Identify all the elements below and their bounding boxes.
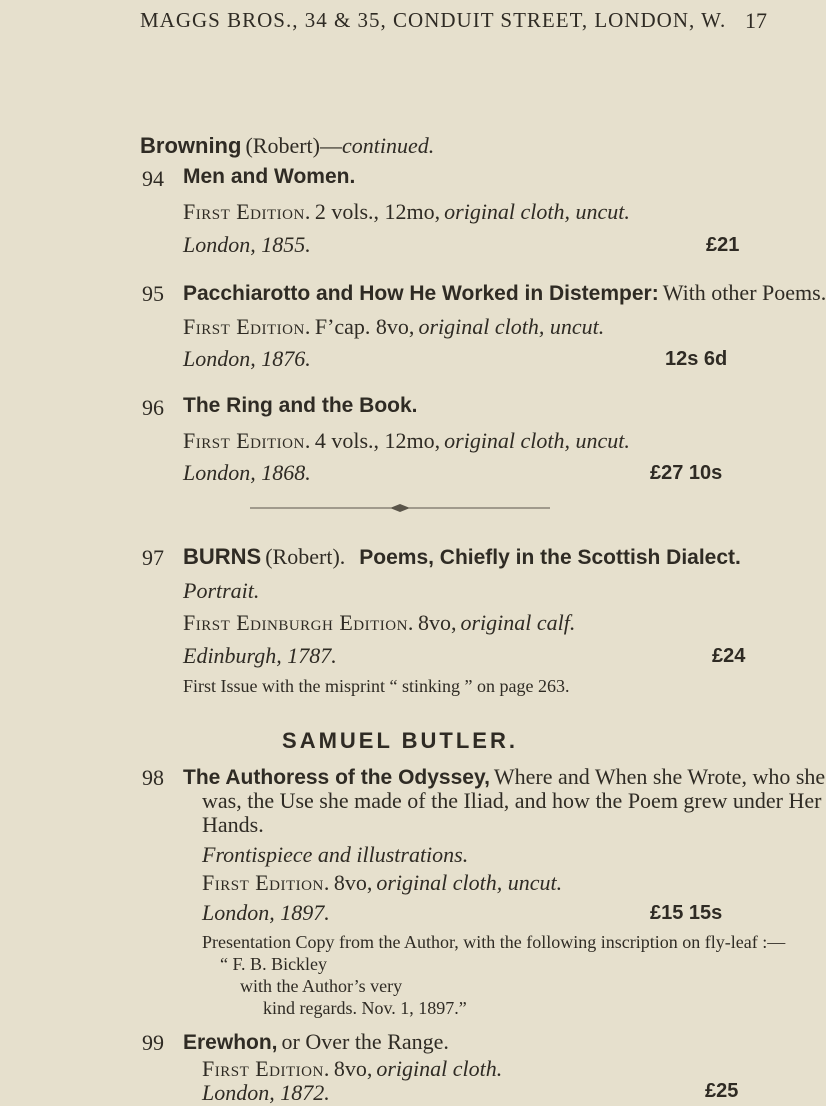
inscription-line: “ F. B. Bickley [220, 954, 328, 974]
imprint: London, 1876. [183, 346, 311, 371]
lot-subtitle: Where and When she Wrote, who she [493, 764, 826, 789]
lot-note: First Issue with the misprint “ stinking ” on page 263. [183, 676, 570, 696]
lot-subtitle-end: Hands. [202, 812, 264, 837]
lot-title: The Ring and the Book. [183, 394, 418, 417]
lot-number: 97 [142, 545, 164, 570]
section-heading: SAMUEL BUTLER. [282, 728, 518, 753]
lot-description [202, 1056, 502, 1082]
ornamental-divider [250, 503, 550, 513]
lot-title: Erewhon, [183, 1031, 278, 1054]
lot-title-line [183, 1029, 449, 1055]
imprint: London, 1872. [202, 1080, 330, 1105]
author-heading-browning [140, 133, 434, 159]
format: 8vo, [333, 1056, 373, 1081]
format: F’cap. 8vo, [314, 314, 415, 339]
lot-description [183, 610, 575, 636]
lot-number: 94 [142, 166, 164, 191]
price: £27 10s [650, 462, 723, 484]
lot-subtitle: or Over the Range. [281, 1029, 449, 1054]
price: £21 [706, 234, 740, 256]
format: 4 vols., 12mo, [314, 428, 441, 453]
edition: First Edition. [202, 1056, 330, 1081]
price: 12s 6d [665, 348, 728, 370]
format: 8vo, [417, 610, 457, 635]
price: £25 [705, 1080, 739, 1102]
lot-note: Presentation Copy from the Author, with the following inscription on fly-leaf :— [202, 932, 786, 952]
edition: First Edition. [183, 199, 311, 224]
lot-subtitle-cont: was, the Use she made of the Iliad, and how the Poem grew under Her [202, 788, 822, 813]
lot-description [202, 870, 562, 896]
binding: original cloth. [376, 1056, 503, 1081]
edition: First Edition. [183, 314, 311, 339]
edition: First Edition. [183, 428, 311, 453]
imprint: Edinburgh, 1787. [183, 643, 337, 668]
imprint: London, 1868. [183, 460, 311, 485]
lot-description [183, 314, 604, 340]
lot-title-line [183, 544, 741, 570]
lot-number: 95 [142, 281, 164, 306]
lot-subtitle: With other Poems. [662, 280, 826, 305]
imprint: London, 1855. [183, 232, 311, 257]
price: £24 [712, 645, 746, 667]
inscription-line: with the Author’s very [240, 976, 403, 996]
continued-label: continued. [341, 133, 435, 158]
author-forename: (Robert). [265, 544, 346, 569]
running-header: MAGGS BROS., 34 & 35, CONDUIT STREET, LONDON, W. [140, 8, 727, 32]
imprint: London, 1897. [202, 900, 330, 925]
binding: original cloth, uncut. [444, 199, 630, 224]
author-forename: (Robert)— [245, 133, 342, 158]
lot-description [183, 199, 630, 225]
lot-number: 96 [142, 395, 164, 420]
format: 2 vols., 12mo, [314, 199, 441, 224]
lot-title: Men and Women. [183, 165, 356, 188]
lot-title-line [183, 764, 825, 790]
lot-title: Pacchiarotto and How He Worked in Distemper: [183, 282, 659, 305]
binding: original cloth, uncut. [418, 314, 605, 339]
binding: original calf. [460, 610, 576, 635]
lot-title-line [183, 280, 826, 306]
illustrations: Portrait. [183, 578, 260, 603]
lot-title: The Authoress of the Odyssey, [183, 766, 490, 789]
binding: original cloth, uncut. [444, 428, 630, 453]
lot-number: 98 [142, 765, 164, 790]
lot-number: 99 [142, 1030, 164, 1055]
illustrations: Frontispiece and illustrations. [202, 842, 469, 867]
format: 8vo, [333, 870, 373, 895]
lot-description [183, 428, 630, 454]
inscription-line: kind regards. Nov. 1, 1897.” [263, 998, 467, 1018]
lot-title: Poems, Chiefly in the Scottish Dialect. [359, 546, 741, 569]
author-name: Browning [140, 133, 242, 158]
price: £15 15s [650, 902, 723, 924]
edition: First Edition. [202, 870, 330, 895]
binding: original cloth, uncut. [376, 870, 563, 895]
author-name: BURNS [183, 544, 262, 569]
edition: First Edinburgh Edition. [183, 610, 414, 635]
page-number: 17 [745, 8, 767, 33]
